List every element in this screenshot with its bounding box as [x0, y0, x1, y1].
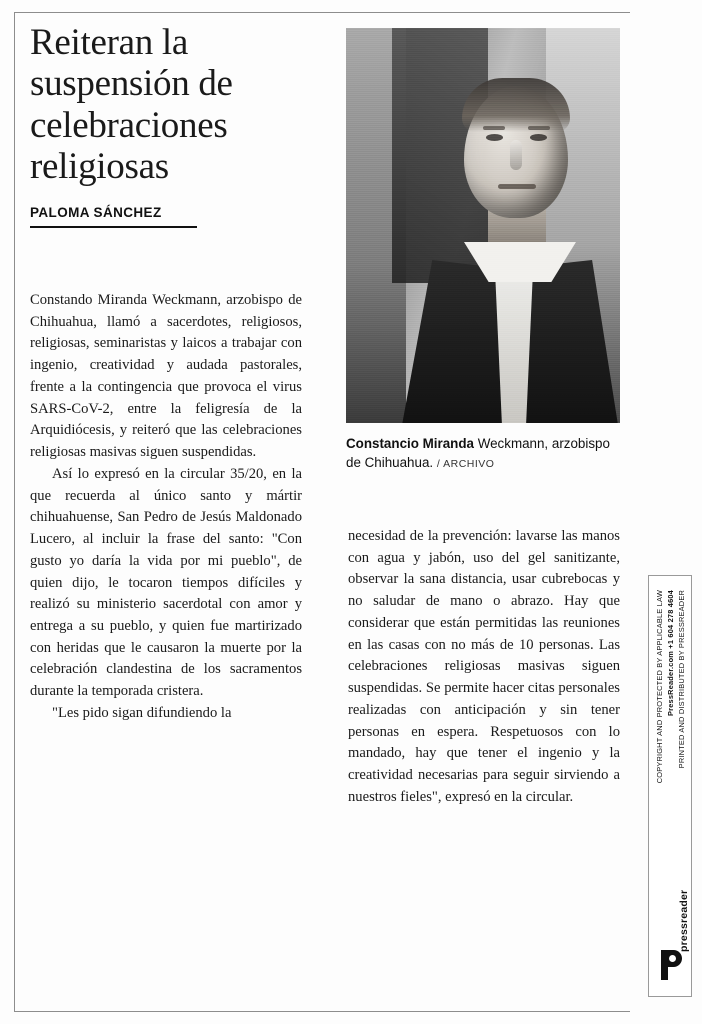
- pressreader-copyright-line: COPYRIGHT AND PROTECTED BY APPLICABLE LAW: [654, 590, 664, 784]
- pressreader-contact-line: PressReader.com +1 604 278 4604: [665, 590, 675, 716]
- paragraph: Así lo expresó en la circular 35/20, en la que recuerda al único santo y mártir chihuahuense, San Pedro de Jesús Maldonado Lucero, al incluir la frase del santo: "Con gusto yo daría la vida por mi pueblo", de quien dijo, le tocaron tiempos difíciles y realizó su ministerio sacerdotal con amor y entrega a su pueblo, y quien fue martirizado con heridas que le causaron la muerte por la celebración clandestina de los sacramentos durante la temporada cristera.: [30, 465, 302, 700]
- byline: PALOMA SÁNCHEZ: [30, 204, 162, 220]
- pressreader-wordmark: pressreader: [678, 889, 690, 952]
- pressreader-p-icon: [657, 950, 683, 980]
- photo-block: [346, 28, 620, 472]
- article: [30, 20, 620, 1000]
- column-left: [30, 290, 302, 725]
- caption-text: Weckmann, arzobispo de Chihuahua.: [346, 436, 610, 471]
- byline-rule: [30, 226, 197, 228]
- page-border-bottom: [14, 1011, 630, 1012]
- photo-grain-overlay: [346, 28, 620, 423]
- page-border-left: [14, 12, 15, 1012]
- byline-block: [30, 204, 330, 228]
- paragraph: necesidad de la prevención: lavarse las manos con agua y jabón, uso del gel sanitizante, observar la sana distancia, usar cubrebocas y no saludar de mano o abrazo. Hay que considerar que están permitidas las reuniones en las casas con no más de 10 personas. Las celebraciones religiosas masivas siguen suspendidas. Se permite hacer citas personales realizadas con anticipación y sin tener personas en espera. Respetuosos con lo mandado, hay que tener el ingenio y la creatividad necesarias para seguir sirviendo a nuestros fieles", expresó en la circular.: [348, 528, 620, 805]
- photo-caption: [346, 434, 620, 472]
- caption-credit: / ARCHIVO: [436, 458, 495, 471]
- paragraph: Constando Miranda Weckmann, arzobispo de Chihuahua, llamó a sacerdotes, religiosos, religiosas, seminaristas y laicos a trabajar con ingenio, creatividad y audada pastorales, frente a la contingencia que provoca el virus SARS-CoV-2, entre la feligresía de la Arquidiócesis, y reiteró que las celebraciones religiosas masivas siguen suspendidas.: [30, 292, 302, 461]
- caption-subject-name: Constancio Miranda: [346, 436, 474, 451]
- pressreader-logo: [653, 950, 687, 986]
- pressreader-distribution-line: PRINTED AND DISTRIBUTED BY PRESSREADER: [676, 590, 686, 769]
- paragraph: "Les pido sigan difundiendo la: [52, 704, 232, 721]
- pressreader-badge: [648, 575, 692, 997]
- page-title: Reiteran la suspensión de celebraciones religiosas: [30, 22, 233, 188]
- column-right: [348, 526, 620, 809]
- article-photo: [346, 28, 620, 423]
- page-border-top: [14, 12, 630, 13]
